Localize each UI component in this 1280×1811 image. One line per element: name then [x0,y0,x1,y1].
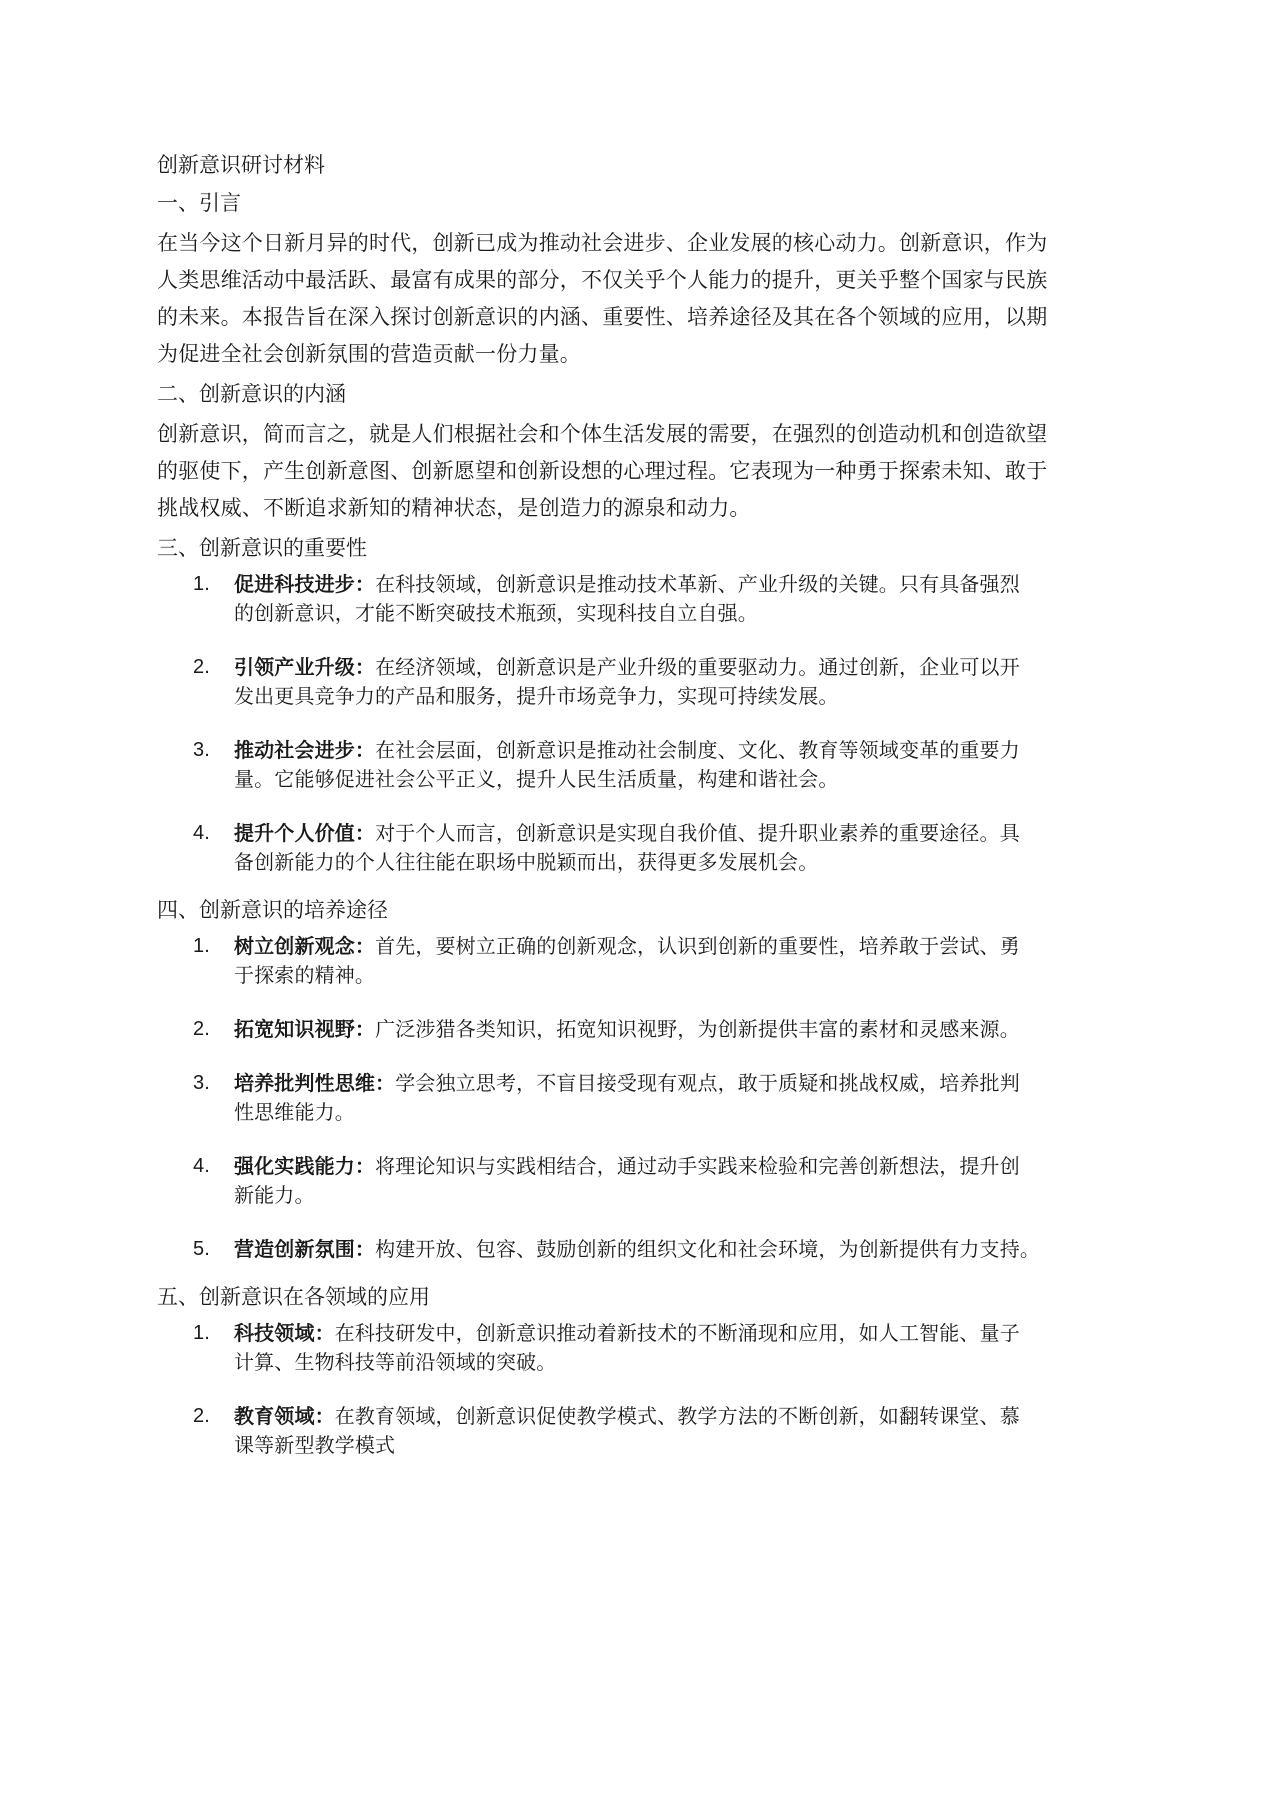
paragraph-line: 人类思维活动中最活跃、最富有成果的部分，不仅关乎个人能力的提升，更关乎整个国家与民族 [157,268,1048,292]
section-heading-application: 五、创新意识在各领域的应用 [157,1285,430,1309]
paragraph-line: 的驱使下，产生创新意图、创新愿望和创新设想的心理过程。它表现为一种勇于探索未知、敢于 [157,459,1048,483]
paragraph-line: 的未来。本报告旨在深入探讨创新意识的内涵、重要性、培养途径及其在各个领域的应用，以期 [157,305,1048,329]
list-item [157,1069,1147,1127]
item-number: 2. [193,1405,210,1427]
item-text-continued: 课等新型教学模式 [234,1433,396,1457]
section-heading-connotation: 二、创新意识的内涵 [157,382,346,406]
item-text-continued: 新能力。 [234,1183,315,1207]
section-heading-intro: 一、引言 [157,191,241,215]
item-number: 4. [193,822,210,844]
item-text-continued: 备创新能力的个人往往能在职场中脱颖而出，获得更多发展机会。 [234,850,819,874]
item-term: 树立创新观念： [234,934,376,958]
item-term: 拓宽知识视野： [234,1017,376,1041]
item-number: 2. [193,656,210,678]
document-page [157,150,1147,1478]
list-item [157,570,1147,628]
section-heading-cultivation: 四、创新意识的培养途径 [157,898,388,922]
list-item [157,736,1147,794]
item-term: 科技领域： [234,1321,335,1345]
item-term: 强化实践能力： [234,1154,376,1178]
item-text: 首先，要树立正确的创新观念，认识到创新的重要性，培养敢于尝试、勇 [375,934,1020,958]
item-number: 1. [193,573,210,595]
item-text: 在经济领域，创新意识是产业升级的重要驱动力。通过创新，企业可以开 [375,655,1020,679]
item-term: 培养批判性思维： [234,1071,396,1095]
importance-list [157,570,1147,877]
paragraph-line: 在当今这个日新月异的时代，创新已成为推动社会进步、企业发展的核心动力。创新意识，作为 [157,231,1048,255]
list-item [157,1319,1147,1377]
item-text-continued: 计算、生物科技等前沿领域的突破。 [234,1350,557,1374]
paragraph-line: 创新意识，简而言之，就是人们根据社会和个体生活发展的需要，在强烈的创造动机和创造欲望 [157,422,1048,446]
paragraph-line: 挑战权威、不断追求新知的精神状态，是创造力的源泉和动力。 [157,496,751,520]
item-term: 引领产业升级： [234,655,376,679]
list-item [157,1235,1147,1264]
list-item [157,1402,1147,1460]
item-text-continued: 性思维能力。 [234,1100,355,1124]
item-text: 在社会层面，创新意识是推动社会制度、文化、教育等领域变革的重要力 [375,738,1020,762]
item-text-continued: 发出更具竞争力的产品和服务，提升市场竞争力，实现可持续发展。 [234,684,839,708]
item-term: 营造创新氛围： [234,1237,376,1261]
application-list [157,1319,1147,1460]
item-text-continued: 于探索的精神。 [234,963,376,987]
item-number: 5. [193,1238,210,1260]
connotation-paragraph [157,416,1147,527]
item-text: 在教育领域，创新意识促使教学模式、教学方法的不断创新，如翻转课堂、慕 [334,1404,1020,1428]
item-number: 1. [193,1322,210,1344]
list-item [157,819,1147,877]
list-item [157,932,1147,990]
list-item [157,653,1147,711]
item-term: 提升个人价值： [234,821,376,845]
item-text: 对于个人而言，创新意识是实现自我价值、提升职业素养的重要途径。具 [375,821,1020,845]
intro-paragraph [157,225,1147,373]
item-text: 在科技研发中，创新意识推动着新技术的不断涌现和应用，如人工智能、量子 [334,1321,1020,1345]
item-text: 广泛涉猎各类知识，拓宽知识视野，为创新提供丰富的素材和灵感来源。 [375,1017,1020,1041]
paragraph-line: 为促进全社会创新氛围的营造贡献一份力量。 [157,342,581,366]
item-number: 4. [193,1155,210,1177]
item-term: 促进科技进步： [234,572,376,596]
list-item [157,1152,1147,1210]
item-text: 将理论知识与实践相结合，通过动手实践来检验和完善创新想法，提升创 [375,1154,1020,1178]
item-number: 2. [193,1018,210,1040]
item-text: 在科技领域，创新意识是推动技术革新、产业升级的关键。只有具备强烈 [375,572,1020,596]
item-text: 学会独立思考，不盲目接受现有观点，敢于质疑和挑战权威，培养批判 [395,1071,1020,1095]
item-number: 1. [193,935,210,957]
item-number: 3. [193,739,210,761]
item-text-continued: 的创新意识，才能不断突破技术瓶颈，实现科技自立自强。 [234,601,758,625]
list-item [157,1015,1147,1044]
item-text-continued: 量。它能够促进社会公平正义，提升人民生活质量，构建和谐社会。 [234,767,839,791]
item-number: 3. [193,1072,210,1094]
item-term: 推动社会进步： [234,738,376,762]
item-text: 构建开放、包容、鼓励创新的组织文化和社会环境，为创新提供有力支持。 [375,1237,1041,1261]
document-title: 创新意识研讨材料 [157,153,325,177]
cultivation-list [157,932,1147,1264]
section-heading-importance: 三、创新意识的重要性 [157,536,367,560]
item-term: 教育领域： [234,1404,335,1428]
